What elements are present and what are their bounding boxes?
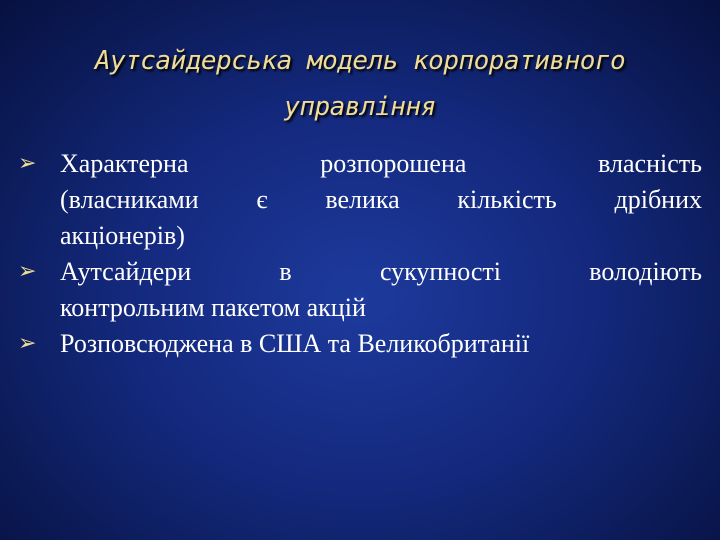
bullet-item-1	[18, 146, 702, 254]
bullet-text	[60, 254, 702, 326]
bullet-line: Аутсайдери в сукупності володіють	[60, 257, 702, 286]
bullet-line: контрольним пакетом акцій	[60, 293, 366, 322]
bullet-line: Розповсюджена в США та Великобританії	[60, 329, 530, 358]
arrow-bullet-icon: ➢	[18, 331, 37, 356]
slide-title	[0, 38, 720, 130]
bullet-text	[60, 326, 702, 362]
bullet-line: Характерна розпорошена власність	[60, 149, 702, 178]
bullet-item-2	[18, 254, 702, 326]
bullet-list	[18, 146, 702, 362]
bullet-line: акціонерів)	[60, 221, 185, 250]
arrow-bullet-icon: ➢	[18, 259, 37, 284]
bullet-text	[60, 146, 702, 254]
bullet-item-3	[18, 326, 702, 362]
bullet-line: (власниками є велика кількість дрібних	[60, 185, 702, 214]
slide-title-line-1: Аутсайдерська модель корпоративного	[94, 46, 626, 76]
slide-title-line-2: управління	[284, 92, 436, 122]
arrow-bullet-icon: ➢	[18, 151, 37, 176]
